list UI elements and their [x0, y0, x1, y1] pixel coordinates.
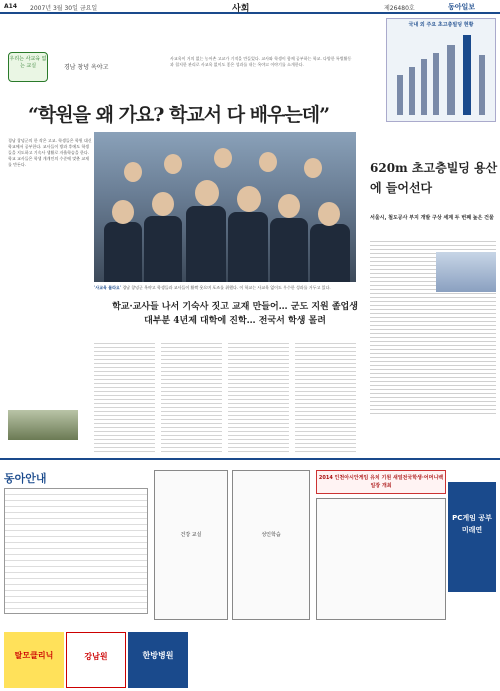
right-subheadline: 서울시, 철도공사 부지 개발 구상 세계 두 번째 높은 건물	[370, 215, 494, 221]
contest-banner: 2014 인천아시안게임 유치 기원 새얼전국학생·어머니백일장 개최	[316, 470, 446, 494]
group-photo	[94, 132, 356, 282]
article-column	[94, 340, 155, 452]
figure-title: 국내 외 주요 초고층빌딩 현황	[408, 22, 474, 28]
ad-label: 성인학습	[261, 532, 281, 538]
bottom-ad: 강남원	[66, 632, 126, 688]
article-body	[94, 340, 356, 452]
article-intro: 사교육이 거의 없는 농어촌 고교가 기적을 만들었다. 교사와 학생이 함께 공부하는 학교. 다양한 특별활동과 철저한 관리로 사교육 없이도 좋은 성과를 내는 옥야고 이야기를 소개한다.	[170, 56, 352, 67]
building-rendering	[436, 252, 496, 292]
bottom-ad: 한방병원	[128, 632, 188, 688]
caption-label: '사교육 몰라요'	[94, 285, 122, 290]
bottom-ad: 탈모클리닉	[4, 632, 64, 688]
photo-caption	[94, 285, 356, 291]
contest-details	[316, 498, 446, 620]
classified-title: 동아안내	[4, 472, 47, 485]
right-headline: 620m 초고층빌딩 용산에 들어선다	[370, 161, 498, 195]
caption-text: 경남 창녕군 옥야고 학생들과 교사들이 활짝 웃으며 포즈를 취했다. 이 학교는 사교육 없이도 우수한 성과를 거두고 있다.	[122, 285, 331, 290]
article-column	[295, 340, 356, 452]
pc-game-ad: PC게임 공부 미래연	[448, 482, 496, 592]
article-column	[161, 340, 222, 452]
ad-label: 건강 교실	[180, 532, 202, 538]
sub-headline: 학교·교사들 나서 기숙사 짓고 교재 만들어… 군도 지원 졸업생 대부분 4년제 대학에 진학… 전국서 학생 몰려	[112, 302, 358, 326]
advertisement-box	[232, 470, 310, 620]
article-tagline: 경남 창녕 옥야고	[64, 64, 109, 71]
newspaper-logo: 동아일보	[448, 2, 476, 11]
series-badge: 우리는 사교육 없는 교실	[8, 52, 48, 82]
page-header	[0, 0, 500, 14]
page-number: A14	[4, 3, 17, 10]
inset-photo	[8, 410, 78, 440]
main-headline: “학원을 왜 가요? 학교서 다 배우는데”	[28, 104, 330, 126]
issue-number: 제26480호	[384, 5, 415, 12]
left-column-text: 경남 창녕군의 한 작은 고교. 학생들은 학원 대신 학교에서 공부한다. 교사들이 방과 후에도 학생들을 지도하고 기숙사 생활로 자율학습을 한다. 학교 교사들은 학생 개개인의 수준에 맞춘 교재를 만든다.	[8, 138, 92, 167]
article-column	[228, 340, 289, 452]
classified-listings	[4, 488, 148, 614]
skyscraper-figure	[386, 18, 496, 122]
section-title: 사회	[232, 4, 250, 14]
page-date: 2007년 3월 30일 금요일	[30, 5, 98, 12]
advertisement-box	[154, 470, 228, 620]
